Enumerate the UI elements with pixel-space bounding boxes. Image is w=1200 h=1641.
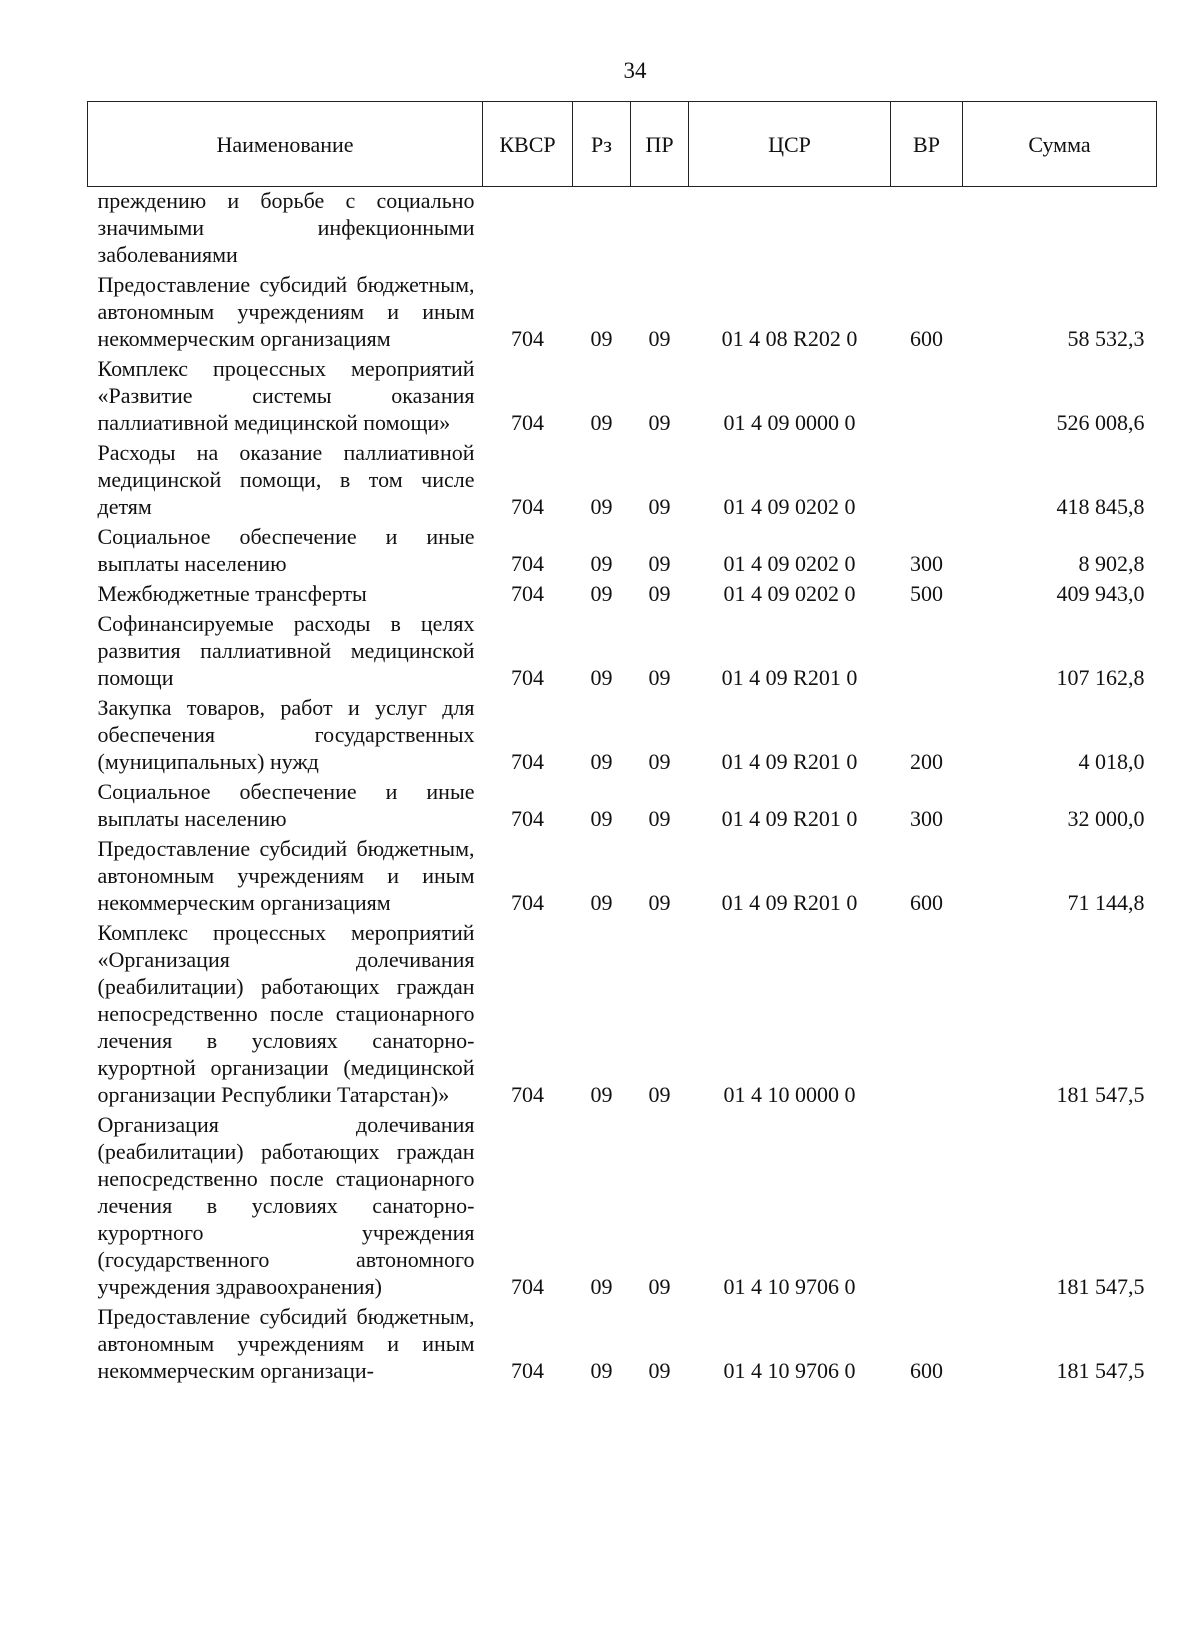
- row-csr: 01 4 09 R201 0: [721, 749, 858, 774]
- row-pr: 09: [648, 1082, 671, 1107]
- row-csr: 01 4 09 0202 0: [723, 551, 856, 576]
- row-vr: 600: [910, 890, 943, 915]
- row-csr: 01 4 10 9706 0: [723, 1358, 856, 1383]
- header-sum: Сумма: [963, 102, 1157, 187]
- table-row: [88, 355, 1157, 439]
- row-kvsr: 704: [511, 890, 544, 915]
- row-vr: 200: [910, 749, 943, 774]
- row-kvsr: 704: [511, 326, 544, 351]
- row-kvsr: 704: [511, 410, 544, 435]
- row-csr: 01 4 10 9706 0: [723, 1274, 856, 1299]
- row-csr: 01 4 09 R201 0: [721, 806, 858, 831]
- row-pr: 09: [648, 494, 671, 519]
- row-vr: 300: [910, 551, 943, 576]
- row-vr: [891, 439, 963, 523]
- row-csr: 01 4 08 R202 0: [721, 326, 858, 351]
- header-kvsr: КВСР: [483, 102, 573, 187]
- row-sum: 8 902,8: [1078, 551, 1145, 576]
- row-name: Межбюджетные трансферты: [97, 581, 367, 606]
- row-vr: [891, 1111, 963, 1303]
- row-kvsr: 704: [511, 551, 544, 576]
- row-vr: 600: [910, 326, 943, 351]
- row-vr: 300: [910, 806, 943, 831]
- row-name: Социальное обеспечение и иные выплаты населению: [97, 524, 475, 576]
- row-pr: 09: [648, 410, 671, 435]
- row-sum: 4 018,0: [1078, 749, 1145, 774]
- row-pr: 09: [648, 806, 671, 831]
- table-row: [88, 835, 1157, 919]
- row-name: Комплекс процессных мероприятий «Организация долечивания (реабилитации) работающих граждан непосредственно после стационарного лечения в условиях санаторно-курортной организации (медицинской организации Республики Татарстан)»: [97, 920, 475, 1107]
- header-csr: ЦСР: [689, 102, 891, 187]
- table-row: [88, 1303, 1157, 1387]
- row-name: Социальное обеспечение и иные выплаты населению: [97, 779, 475, 831]
- row-vr: 500: [910, 581, 943, 606]
- row-kvsr: 704: [511, 1082, 544, 1107]
- row-csr: 01 4 09 R201 0: [721, 890, 858, 915]
- row-rz: 09: [590, 581, 613, 606]
- row-kvsr: 704: [511, 806, 544, 831]
- row-pr: 09: [648, 665, 671, 690]
- row-sum: 181 547,5: [1056, 1358, 1145, 1383]
- row-sum: 71 144,8: [1067, 890, 1145, 915]
- row-csr: 01 4 09 0202 0: [723, 494, 856, 519]
- row-sum: 181 547,5: [1056, 1274, 1145, 1299]
- row-rz: 09: [590, 1358, 613, 1383]
- row-name: Предоставление субсидий бюджетным, автономным учреждениям и иным некоммерческим организациям: [97, 836, 475, 915]
- row-rz: 09: [590, 410, 613, 435]
- budget-table: [87, 101, 1157, 1387]
- row-pr: 09: [648, 1358, 671, 1383]
- table-body: [88, 187, 1157, 1388]
- header-row: [88, 102, 1157, 187]
- row-vr: [891, 610, 963, 694]
- row-rz: 09: [590, 890, 613, 915]
- row-csr: 01 4 09 0202 0: [723, 581, 856, 606]
- row-rz: 09: [590, 1082, 613, 1107]
- row-sum: 409 943,0: [1056, 581, 1145, 606]
- row-pr: 09: [648, 326, 671, 351]
- table-row: [88, 439, 1157, 523]
- row-rz: 09: [590, 749, 613, 774]
- header-name: Наименование: [88, 102, 483, 187]
- row-kvsr: 704: [511, 665, 544, 690]
- row-sum: [963, 187, 1157, 272]
- table-row: [88, 580, 1157, 610]
- row-vr: [891, 919, 963, 1111]
- row-name: Предоставление субсидий бюджетным, автономным учреждениям и иным некоммерческим организаци-: [97, 1304, 475, 1383]
- row-kvsr: 704: [511, 494, 544, 519]
- row-name: Расходы на оказание паллиативной медицинской помощи, в том числе детям: [97, 440, 475, 519]
- table-row: [88, 919, 1157, 1111]
- row-pr: 09: [648, 581, 671, 606]
- row-kvsr: 704: [511, 1358, 544, 1383]
- header-vr: ВР: [891, 102, 963, 187]
- row-name: Организация долечивания (реабилитации) работающих граждан непосредственно после стационарного лечения в условиях санаторно-курортного учреждения (государственного автономного учреждения здравоохранения): [97, 1112, 475, 1299]
- row-pr: 09: [648, 1274, 671, 1299]
- row-sum: 58 532,3: [1067, 326, 1145, 351]
- row-vr: [891, 355, 963, 439]
- row-rz: 09: [590, 665, 613, 690]
- row-kvsr: 704: [511, 1274, 544, 1299]
- page-number: 34: [623, 58, 647, 83]
- row-rz: 09: [590, 551, 613, 576]
- table-row: [88, 271, 1157, 355]
- row-vr: 600: [910, 1358, 943, 1383]
- row-kvsr: 704: [511, 581, 544, 606]
- row-name: преждению и борьбе с социально значимыми инфекционными заболеваниями: [97, 188, 475, 267]
- row-csr: 01 4 10 0000 0: [723, 1082, 856, 1107]
- row-name: Закупка товаров, работ и услуг для обеспечения государственных (муниципальных) нужд: [97, 695, 475, 774]
- row-rz: 09: [590, 1274, 613, 1299]
- row-csr: 01 4 09 R201 0: [721, 665, 858, 690]
- row-pr: 09: [648, 551, 671, 576]
- row-rz: [573, 187, 631, 272]
- table-row: [88, 1111, 1157, 1303]
- table-row: [88, 523, 1157, 580]
- row-vr: [891, 187, 963, 272]
- table-row: [88, 778, 1157, 835]
- row-kvsr: 704: [511, 749, 544, 774]
- header-rz: Рз: [573, 102, 631, 187]
- row-sum: 418 845,8: [1056, 494, 1145, 519]
- row-sum: 107 162,8: [1056, 665, 1145, 690]
- row-rz: 09: [590, 326, 613, 351]
- row-rz: 09: [590, 494, 613, 519]
- row-name: Предоставление субсидий бюджетным, автономным учреждениям и иным некоммерческим организациям: [97, 272, 475, 351]
- table-row: [88, 694, 1157, 778]
- table-row: [88, 187, 1157, 272]
- table-header: [88, 102, 1157, 187]
- row-sum: 32 000,0: [1067, 806, 1145, 831]
- row-name: Комплекс процессных мероприятий «Развитие системы оказания паллиативной медицинской помощи»: [97, 356, 475, 435]
- row-rz: 09: [590, 806, 613, 831]
- row-pr: 09: [648, 749, 671, 774]
- row-csr: [689, 187, 891, 272]
- row-pr: 09: [648, 890, 671, 915]
- row-sum: 526 008,6: [1056, 410, 1145, 435]
- row-name: Софинансируемые расходы в целях развития паллиативной медицинской помощи: [97, 611, 475, 690]
- header-pr: ПР: [631, 102, 689, 187]
- row-pr: [631, 187, 689, 272]
- row-csr: 01 4 09 0000 0: [723, 410, 856, 435]
- row-sum: 181 547,5: [1056, 1082, 1145, 1107]
- row-kvsr: [483, 187, 573, 272]
- table-row: [88, 610, 1157, 694]
